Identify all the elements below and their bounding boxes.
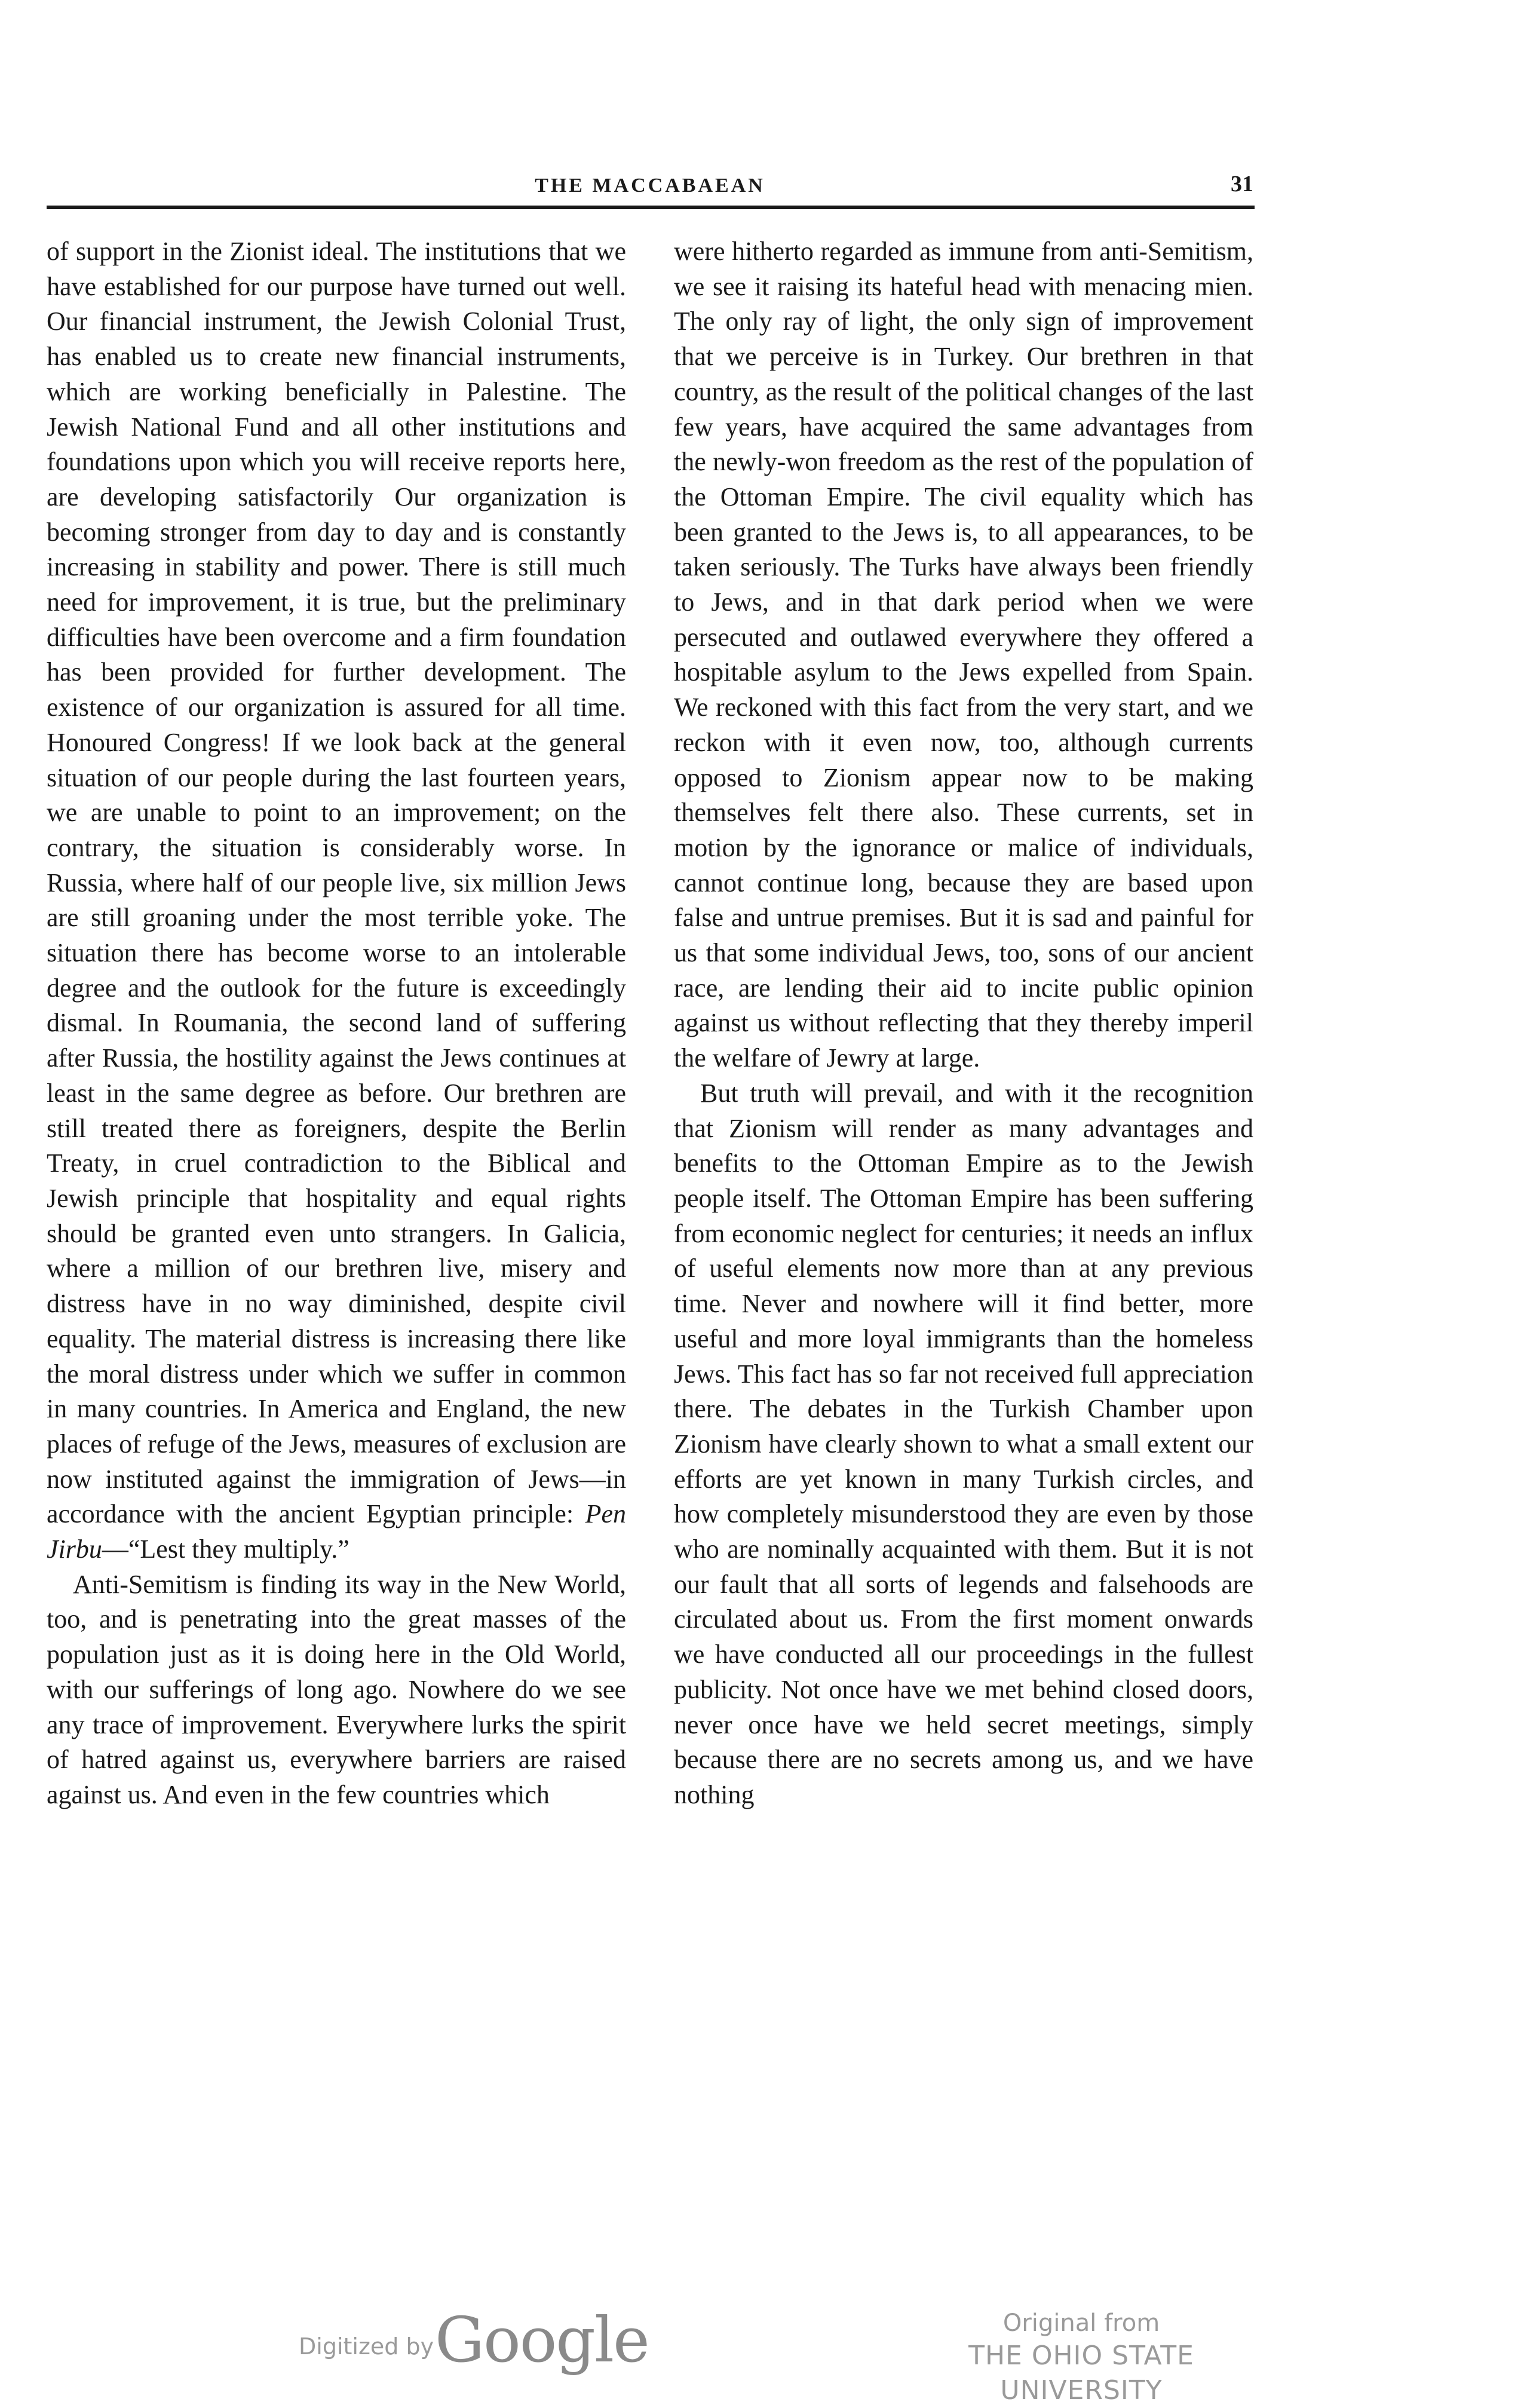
running-head: THE MACCABAEAN — [535, 174, 765, 197]
hebrew-phrase: Pen Jirbu — [47, 1499, 626, 1564]
right-paragraph-1: were hitherto regarded as immune from anti-Semitism, we see it raising its hateful head with menacing mien. The only ray of light, the only sign of improvement that we perceive is in Turkey. Our brethren in that country, as the result of the political changes of the last few years, have acquired the same advantages from the newly-won freedom as the rest of the population of the Ottoman Empire. The civil equality which has been granted to the Jews is, to all appearances, to be taken seriously. The Turks have always been friendly to Jews, and in that dark period when we were persecuted and outlawed everywhere they offered a hospitable asylum to the Jews expelled from Spain. We reckoned with this fact from the very start, and we reckon with it even now, too, although currents opposed to Zionism appear now to be making themselves felt there also. These currents, set in motion by the ignorance or malice of individuals, cannot continue long, because they are based upon false and untrue premises. But it is sad and painful for us that some individual Jews, too, sons of our ancient race, are lending their aid to incite public opinion against us without reflecting that they thereby imperil the welfare of Jewry at large. — [674, 237, 1253, 1073]
page-header — [47, 171, 1253, 207]
left-paragraph-2: Anti-Semitism is finding its way in the New World, too, and is penetrating into the great masses of the population just as it is doing here in the Old World, with our sufferings of long ago. Nowhere do we see any trace of improvement. Everywhere lurks the spirit of hatred against us, everywhere barriers are raised against us. And even in the few countries which — [47, 1569, 626, 1809]
right-paragraph-2: But truth will prevail, and with it the recognition that Zionism will render as many advantages and benefits to the Ottoman Empire as to the Jewish people itself. The Ottoman Empire has been suffering from economic neglect for centuries; it needs an influx of useful elements now more than at any previous time. Never and nowhere will it find better, more useful and more loyal immigrants than the homeless Jews. This fact has so far not received full appreciation there. The debates in the Turkish Chamber upon Zionism have clearly shown to what a small extent our efforts are yet known in many Turkish circles, and how completely misunderstood they are even by those who are nominally acquainted with them. But it is not our fault that all sorts of legends and falsehoods are circulated about us. From the first moment onwards we have conducted all our proceedings in the fullest publicity. Not once have we met behind closed doors, never once have we held secret meetings, simply because there are no secrets among us, and we have nothing — [674, 1078, 1253, 1809]
original-from-label: Original from — [1002, 2309, 1160, 2337]
header-rule — [47, 206, 1255, 209]
left-column — [47, 234, 626, 1813]
digitized-by-label: Digitized by — [299, 2333, 434, 2360]
left-paragraph-1 — [47, 234, 626, 1567]
institution-name: THE OHIO STATE UNIVERSITY — [968, 2340, 1194, 2406]
page-number: 31 — [1231, 171, 1253, 197]
source-attribution — [884, 2308, 1278, 2408]
left-paragraph-1-text: of support in the Zionist ideal. The institutions that we have established for our purpose have turned out well. Our financial instrument, the Jewish Colonial Trust, has enabled us to create new financial instruments, which are working beneficially in Palestine. The Jewish National Fund and all other institutions and foundations upon which you will receive reports here, are developing satisfactorily Our organization is becoming stronger from day to day and is constantly increasing in stability and power. There is still much need for improvement, it is true, but the preliminary difficulties have been overcome and a firm foundation has been provided for further development. The existence of our organization is assured for all time. Honoured Congress! If we look back at the general situation of our people during the last fourteen years, we are unable to point to an improvement; on the contrary, the situation is considerably worse. In Russia, where half of our people live, six million Jews are still groaning under the most terrible yoke. The situation there has become worse to an intolerable degree and the outlook for the future is exceedingly dismal. In Roumania, the second land of suffering after Russia, the hostility against the Jews continues at least in the same degree as before. Our brethren are still treated there as foreigners, despite the Berlin Treaty, in cruel contradiction to the Biblical and Jewish principle that hospitality and equal rights should be granted even unto strangers. In Galicia, where a million of our brethren live, misery and distress have in no way diminished, despite civil equality. The material distress is increasing there like the moral distress under which we suffer in common in many countries. In America and England, the new places of refuge of the Jews, measures of exclusion are now instituted against the immigration of Jews—in accordance with the ancient Egyptian principle: — [47, 237, 626, 1529]
google-logo: Google — [435, 2303, 649, 2376]
left-paragraph-1-quote: —“Lest they multiply.” — [102, 1534, 349, 1564]
google-watermark — [299, 2303, 649, 2381]
right-column — [674, 234, 1253, 1813]
